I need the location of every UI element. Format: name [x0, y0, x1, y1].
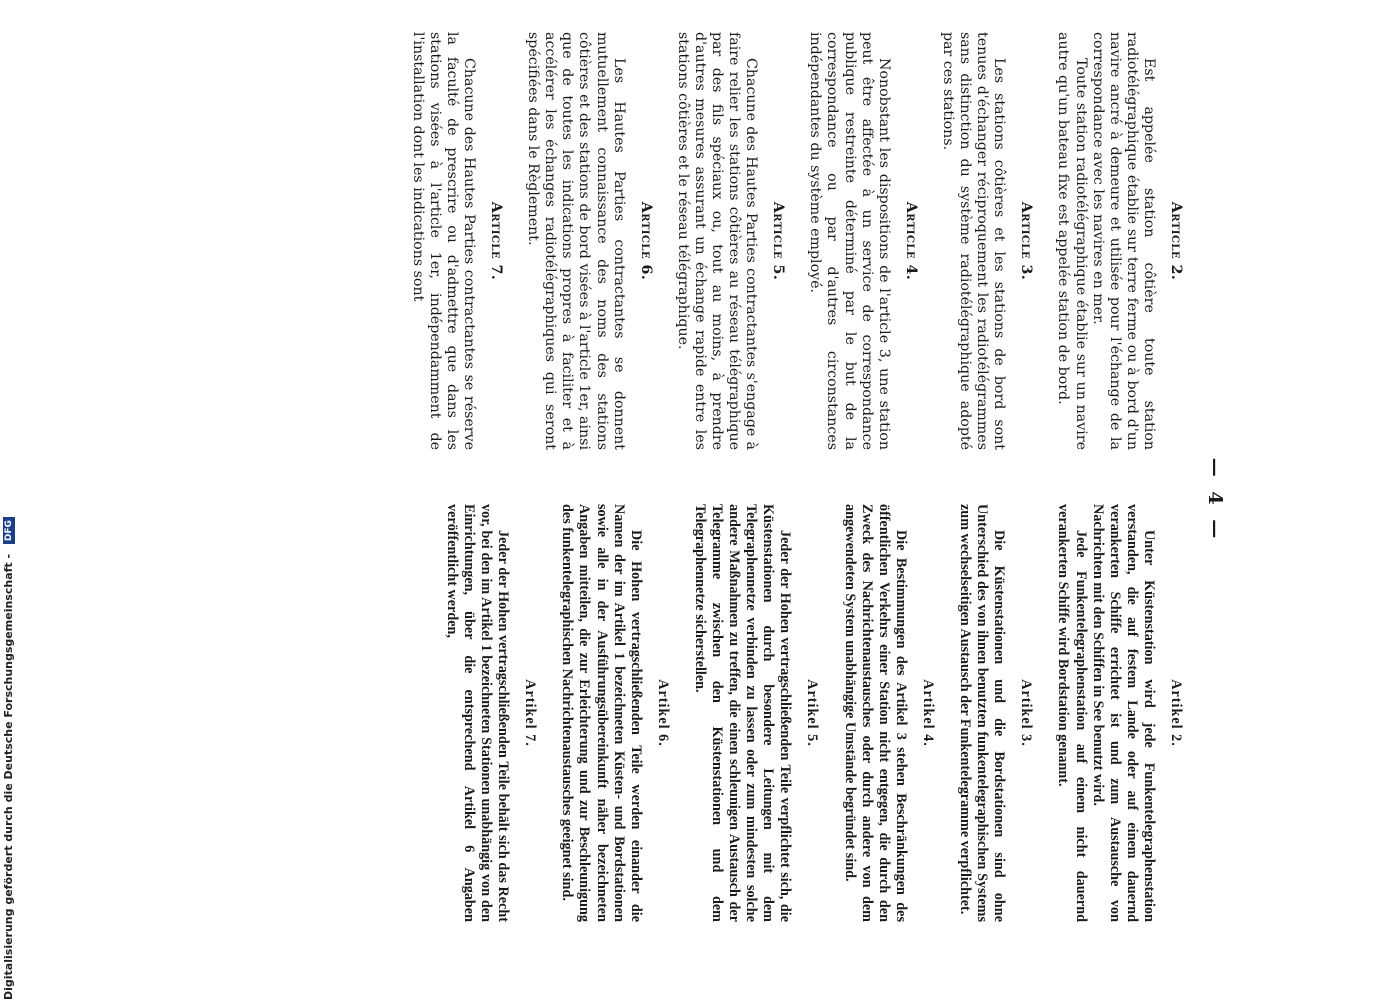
article-heading: Artikel 5.	[804, 679, 821, 747]
article-heading: Artikel 3.	[1018, 679, 1035, 747]
article-paragraph: Nonobstant les dispositions de l'article 3, une station peut être affectée à un service de correspondance publique restreinte déterminé par le but de la correspondance ou par d'autres circonstances indépendantes du système employé.	[807, 32, 892, 450]
digitization-note	[2, 520, 16, 1000]
article-paragraph: Die Küstenstationen und die Bordstationen sind ohne Unterschied des von ihnen benutzten funkentelegraphischen Systems zum wechselseitigen Austausch der Funkentelegramme verpflichtet.	[957, 504, 1008, 922]
document-page	[232, 22, 1232, 978]
article-paragraph: Die Hohen vertragschließenden Teile werden einander die Namen der im Artikel 1 bezeichneten Küsten- und Bordstationen sowie alle in der Ausführungsübereinkunft näher bezeichneten Angaben mitteilen, die zur Erleichterung und zur Beschleunigung des funkentelegraphischen Nachrichtenaustausches geeignet sind.	[559, 504, 644, 922]
article-paragraph: Jeder der Hohen vertragschließenden Teile behält sich das Recht vor, bei den im Artikel 1 bezeichneten Stationen unabhängig von den Einrichtungen, über die entsprechend Artikel 6 Angaben veröffentlicht werden,	[443, 504, 512, 922]
article-heading: Article 3.	[1018, 201, 1035, 281]
article-heading: Article 7.	[488, 201, 505, 281]
article-paragraph: Les stations côtières et les stations de bord sont tenues d'échanger réciproquement les radiotélégrammes sans distinction du système radiotélégraphique adopté par ces stations.	[939, 32, 1008, 450]
french-column	[409, 32, 1184, 450]
article-paragraph: Les Hautes Parties contractantes se donnent mutuellement connaissance des noms des stations côtières et des stations de bord visées à l'article 1er, ainsi que de toutes les indications propres à faciliter et à accélérer les échanges radiotélégraphiques qui seront spécifiées dans le Règlement.	[525, 32, 627, 450]
article-paragraph: Unter Küstenstation wird jede Funkentelegraphenstation verstanden, die auf festem Lande oder auf einem dauernd verankerten Schiffe errichtet ist und zum Austausche von Nachrichten mit den Schiffen in See benutzt wird.	[1089, 504, 1157, 922]
page-number: — 4 —	[1204, 457, 1226, 543]
article-paragraph: Est appelée station côtière toute station radiotélégraphique établie sur terre ferme ou à bord d'un navire ancré à demeure et utilisée pour l'échange de la correspondance avec les navires en mer.	[1089, 32, 1157, 450]
article-paragraph: Jeder der Hohen vertragschließenden Teile verpflichtet sich, die Küstenstationen durch besondere Leitungen mit dem Telegraphennetze verbinden zu lassen oder zum mindesten solche andere Maßnahmen zu treffen, die einen schleunigen Austausch der Telegramme zwischen den Küstenstationen und dem Telegraphennetze sicherstellen.	[691, 504, 794, 922]
article-heading: Artikel 2.	[1168, 679, 1184, 747]
article-heading: Artikel 7.	[522, 679, 539, 747]
dfg-logo-icon: DFG	[3, 517, 15, 544]
article-heading: Artikel 4.	[919, 679, 936, 747]
german-column	[443, 504, 1184, 922]
article-heading: Article 6.	[637, 201, 654, 281]
article-paragraph: Jede Funkentelegraphenstation auf einem nicht dauernd verankerten Schiffe wird Bordstation genannt.	[1055, 504, 1089, 922]
article-paragraph: Chacune des Hautes Parties contractantes s'engage à faire relier les stations côtières au réseau télégraphique par des fils spéciaux ou, tout au moins, à prendre d'autres mesures assurant un échange rapide entre les stations côtières et le réseau télégraphique.	[674, 32, 760, 450]
article-heading: Article 5.	[770, 201, 787, 281]
article-heading: Article 2.	[1168, 201, 1184, 281]
article-paragraph: Chacune des Hautes Parties contractantes se réserve la faculté de prescrire ou d'admettre que dans les stations visées à l'article 1er, indépendamment de l'installation dont les indications sont	[409, 32, 477, 450]
article-paragraph: Die Bestimmungen des Artikel 3 stehen Beschränkungen des öffentlichen Verkehrs einer Station nicht entgegen, die durch den Zweck des Nachrichtenaustausches oder durch andere von dem angewendeten System unabhängige Umstände begründet sind.	[841, 504, 909, 922]
article-heading: Article 4.	[902, 201, 919, 281]
article-paragraph: Toute station radiotélégraphique établie sur un navire autre qu'un bateau fixe est appelée station de bord.	[1055, 32, 1089, 450]
article-heading: Artikel 6.	[654, 679, 671, 747]
digitization-note-text: Digitalisierung gefördert durch die Deutsche Forschungsgemeinschaft -	[2, 553, 15, 1000]
